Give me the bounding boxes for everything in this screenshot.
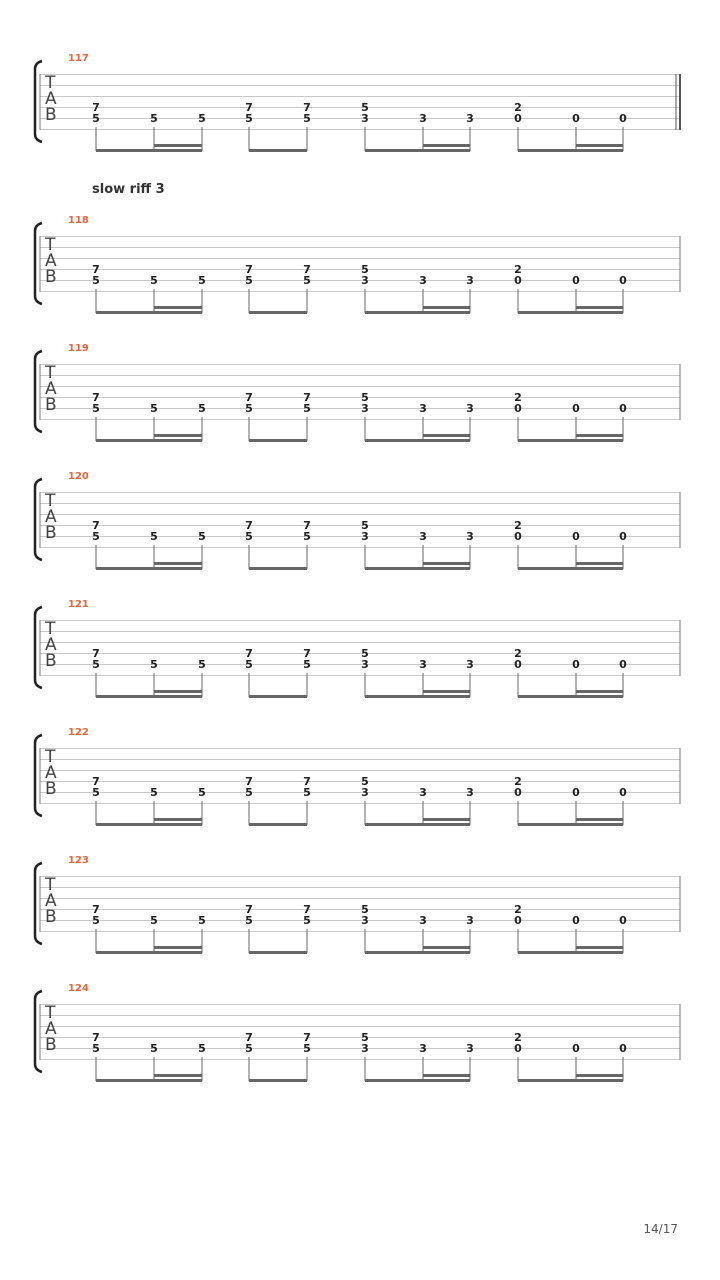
fret-number: 5 <box>245 914 253 927</box>
tab-system <box>35 727 680 826</box>
beam <box>518 149 623 152</box>
fret-number: 5 <box>245 1042 253 1055</box>
fret-number: 3 <box>466 658 474 671</box>
beam <box>365 1079 470 1082</box>
tab-letter-a: A <box>45 635 57 655</box>
fret-number: 7 <box>245 647 253 660</box>
beam <box>518 951 623 954</box>
fret-number: 0 <box>514 786 522 799</box>
tab-letter-b: B <box>45 523 57 543</box>
beam <box>96 149 202 152</box>
fret-number: 7 <box>92 647 100 660</box>
fret-number: 2 <box>514 519 522 532</box>
fret-number: 7 <box>92 775 100 788</box>
fret-number: 3 <box>361 530 369 543</box>
fret-number: 5 <box>361 391 369 404</box>
secondary-beam <box>154 1074 202 1077</box>
beam <box>249 823 307 826</box>
fret-number: 5 <box>92 530 100 543</box>
fret-number: 0 <box>619 786 627 799</box>
fret-number: 7 <box>303 263 311 276</box>
fret-number: 7 <box>92 519 100 532</box>
tab-system <box>35 855 680 954</box>
fret-number: 0 <box>572 402 580 415</box>
fret-number: 2 <box>514 775 522 788</box>
beam <box>96 695 202 698</box>
fret-number: 3 <box>419 274 427 287</box>
secondary-beam <box>423 1074 470 1077</box>
fret-number: 7 <box>303 519 311 532</box>
fret-number: 3 <box>361 402 369 415</box>
fret-number: 5 <box>92 914 100 927</box>
fret-number: 5 <box>303 402 311 415</box>
fret-number: 0 <box>619 658 627 671</box>
tab-letter-b: B <box>45 651 57 671</box>
tab-letter-a: A <box>45 507 57 527</box>
fret-number: 0 <box>572 786 580 799</box>
secondary-beam <box>423 818 470 821</box>
fret-number: 7 <box>245 903 253 916</box>
measure-number: 124 <box>68 983 89 994</box>
beam <box>249 951 307 954</box>
fret-number: 0 <box>619 402 627 415</box>
fret-number: 7 <box>303 775 311 788</box>
fret-number: 0 <box>619 112 627 125</box>
beam <box>518 439 623 442</box>
fret-number: 0 <box>572 274 580 287</box>
fret-number: 3 <box>466 914 474 927</box>
fret-number: 3 <box>466 112 474 125</box>
tab-letter-a: A <box>45 379 57 399</box>
fret-number: 5 <box>303 530 311 543</box>
beam <box>96 823 202 826</box>
secondary-beam <box>423 434 470 437</box>
fret-number: 3 <box>466 402 474 415</box>
fret-number: 7 <box>92 1031 100 1044</box>
tab-letter-t: T <box>45 235 56 255</box>
fret-number: 3 <box>419 786 427 799</box>
secondary-beam <box>423 306 470 309</box>
fret-number: 3 <box>419 914 427 927</box>
tab-letter-a: A <box>45 89 57 109</box>
fret-number: 5 <box>245 530 253 543</box>
secondary-beam <box>576 946 623 949</box>
tab-letter-b: B <box>45 779 57 799</box>
tab-system <box>35 983 680 1082</box>
beam <box>365 823 470 826</box>
beam <box>249 695 307 698</box>
fret-number: 0 <box>619 1042 627 1055</box>
tab-letter-b: B <box>45 267 57 287</box>
tab-letter-t: T <box>45 747 56 767</box>
secondary-beam <box>154 306 202 309</box>
fret-number: 7 <box>245 775 253 788</box>
fret-number: 0 <box>572 112 580 125</box>
secondary-beam <box>576 562 623 565</box>
measure-number: 120 <box>68 471 89 482</box>
fret-number: 3 <box>419 112 427 125</box>
fret-number: 3 <box>361 1042 369 1055</box>
tab-letter-a: A <box>45 763 57 783</box>
fret-number: 3 <box>419 1042 427 1055</box>
fret-number: 5 <box>150 786 158 799</box>
secondary-beam <box>154 562 202 565</box>
beam <box>96 311 202 314</box>
tab-system <box>35 599 680 698</box>
fret-number: 2 <box>514 903 522 916</box>
fret-number: 0 <box>514 274 522 287</box>
secondary-beam <box>154 818 202 821</box>
beam <box>249 149 307 152</box>
fret-number: 2 <box>514 391 522 404</box>
fret-number: 5 <box>198 1042 206 1055</box>
fret-number: 3 <box>419 402 427 415</box>
tab-system <box>35 471 680 570</box>
fret-number: 5 <box>303 786 311 799</box>
fret-number: 7 <box>303 647 311 660</box>
beam <box>518 567 623 570</box>
fret-number: 0 <box>514 914 522 927</box>
beam <box>96 567 202 570</box>
tab-system <box>35 343 680 442</box>
fret-number: 3 <box>466 274 474 287</box>
tab-letter-a: A <box>45 251 57 271</box>
fret-number: 0 <box>572 658 580 671</box>
secondary-beam <box>576 818 623 821</box>
fret-number: 5 <box>92 1042 100 1055</box>
fret-number: 3 <box>419 658 427 671</box>
fret-number: 5 <box>198 530 206 543</box>
fret-number: 3 <box>419 530 427 543</box>
fret-number: 5 <box>150 112 158 125</box>
fret-number: 0 <box>572 914 580 927</box>
fret-number: 7 <box>92 101 100 114</box>
tab-letter-a: A <box>45 891 57 911</box>
tab-system <box>35 53 680 152</box>
secondary-beam <box>423 690 470 693</box>
fret-number: 5 <box>303 658 311 671</box>
secondary-beam <box>576 434 623 437</box>
fret-number: 5 <box>361 775 369 788</box>
secondary-beam <box>423 144 470 147</box>
fret-number: 7 <box>92 903 100 916</box>
fret-number: 3 <box>361 112 369 125</box>
beam <box>365 951 470 954</box>
fret-number: 3 <box>361 786 369 799</box>
fret-number: 0 <box>619 274 627 287</box>
tab-letter-t: T <box>45 363 56 383</box>
fret-number: 7 <box>245 1031 253 1044</box>
fret-number: 5 <box>245 786 253 799</box>
fret-number: 7 <box>303 903 311 916</box>
beam <box>96 951 202 954</box>
fret-number: 7 <box>92 263 100 276</box>
fret-number: 5 <box>150 274 158 287</box>
fret-number: 7 <box>245 519 253 532</box>
fret-number: 7 <box>92 391 100 404</box>
tab-letter-b: B <box>45 907 57 927</box>
fret-number: 5 <box>361 101 369 114</box>
tab-letter-a: A <box>45 1019 57 1039</box>
measure-number: 118 <box>68 215 89 226</box>
section-label: slow riff 3 <box>92 182 165 197</box>
beam <box>518 1079 623 1082</box>
measure-number: 119 <box>68 343 89 354</box>
fret-number: 7 <box>245 263 253 276</box>
beam <box>365 439 470 442</box>
beam <box>249 1079 307 1082</box>
fret-number: 3 <box>466 530 474 543</box>
measure-number: 121 <box>68 599 89 610</box>
fret-number: 5 <box>198 274 206 287</box>
tab-letter-b: B <box>45 395 57 415</box>
tab-letter-t: T <box>45 491 56 511</box>
tab-system <box>35 215 680 314</box>
beam <box>365 149 470 152</box>
beam <box>518 823 623 826</box>
fret-number: 5 <box>245 658 253 671</box>
fret-number: 0 <box>572 1042 580 1055</box>
fret-number: 5 <box>150 914 158 927</box>
fret-number: 7 <box>303 101 311 114</box>
beam <box>518 311 623 314</box>
tab-letter-b: B <box>45 105 57 125</box>
fret-number: 5 <box>198 786 206 799</box>
fret-number: 5 <box>198 658 206 671</box>
secondary-beam <box>154 946 202 949</box>
fret-number: 0 <box>514 658 522 671</box>
fret-number: 5 <box>303 1042 311 1055</box>
fret-number: 5 <box>150 530 158 543</box>
fret-number: 7 <box>303 1031 311 1044</box>
tab-letter-t: T <box>45 875 56 895</box>
secondary-beam <box>154 434 202 437</box>
measure-number: 123 <box>68 855 89 866</box>
fret-number: 5 <box>245 402 253 415</box>
beam <box>249 439 307 442</box>
fret-number: 5 <box>150 402 158 415</box>
fret-number: 5 <box>303 914 311 927</box>
fret-number: 3 <box>361 274 369 287</box>
fret-number: 2 <box>514 647 522 660</box>
fret-number: 5 <box>150 1042 158 1055</box>
fret-number: 5 <box>245 112 253 125</box>
fret-number: 3 <box>361 914 369 927</box>
beam <box>365 567 470 570</box>
secondary-beam <box>576 690 623 693</box>
tab-letter-b: B <box>45 1035 57 1055</box>
fret-number: 5 <box>361 1031 369 1044</box>
fret-number: 7 <box>245 391 253 404</box>
fret-number: 3 <box>466 1042 474 1055</box>
fret-number: 0 <box>619 530 627 543</box>
tab-letter-t: T <box>45 619 56 639</box>
beam <box>365 695 470 698</box>
fret-number: 7 <box>303 391 311 404</box>
secondary-beam <box>154 144 202 147</box>
beam <box>96 1079 202 1082</box>
beam <box>96 439 202 442</box>
tab-letter-t: T <box>45 73 56 93</box>
fret-number: 0 <box>514 530 522 543</box>
beam <box>365 311 470 314</box>
fret-number: 0 <box>514 1042 522 1055</box>
fret-number: 5 <box>361 647 369 660</box>
fret-number: 5 <box>198 402 206 415</box>
measure-number: 122 <box>68 727 89 738</box>
fret-number: 2 <box>514 1031 522 1044</box>
fret-number: 7 <box>245 101 253 114</box>
beam <box>249 567 307 570</box>
fret-number: 3 <box>466 786 474 799</box>
fret-number: 5 <box>198 914 206 927</box>
measure-number: 117 <box>68 53 89 64</box>
fret-number: 0 <box>619 914 627 927</box>
fret-number: 5 <box>245 274 253 287</box>
secondary-beam <box>576 144 623 147</box>
fret-number: 5 <box>150 658 158 671</box>
secondary-beam <box>423 562 470 565</box>
fret-number: 5 <box>92 274 100 287</box>
secondary-beam <box>154 690 202 693</box>
fret-number: 5 <box>92 658 100 671</box>
fret-number: 5 <box>92 402 100 415</box>
fret-number: 2 <box>514 101 522 114</box>
fret-number: 0 <box>514 402 522 415</box>
beam <box>518 695 623 698</box>
fret-number: 5 <box>361 903 369 916</box>
fret-number: 3 <box>361 658 369 671</box>
fret-number: 5 <box>198 112 206 125</box>
secondary-beam <box>423 946 470 949</box>
fret-number: 5 <box>92 786 100 799</box>
fret-number: 5 <box>361 263 369 276</box>
secondary-beam <box>576 306 623 309</box>
page-number: 14/17 <box>643 1222 678 1236</box>
fret-number: 5 <box>303 274 311 287</box>
fret-number: 0 <box>572 530 580 543</box>
fret-number: 5 <box>92 112 100 125</box>
secondary-beam <box>576 1074 623 1077</box>
fret-number: 5 <box>361 519 369 532</box>
fret-number: 2 <box>514 263 522 276</box>
beam <box>249 311 307 314</box>
fret-number: 5 <box>303 112 311 125</box>
tab-letter-t: T <box>45 1003 56 1023</box>
fret-number: 0 <box>514 112 522 125</box>
